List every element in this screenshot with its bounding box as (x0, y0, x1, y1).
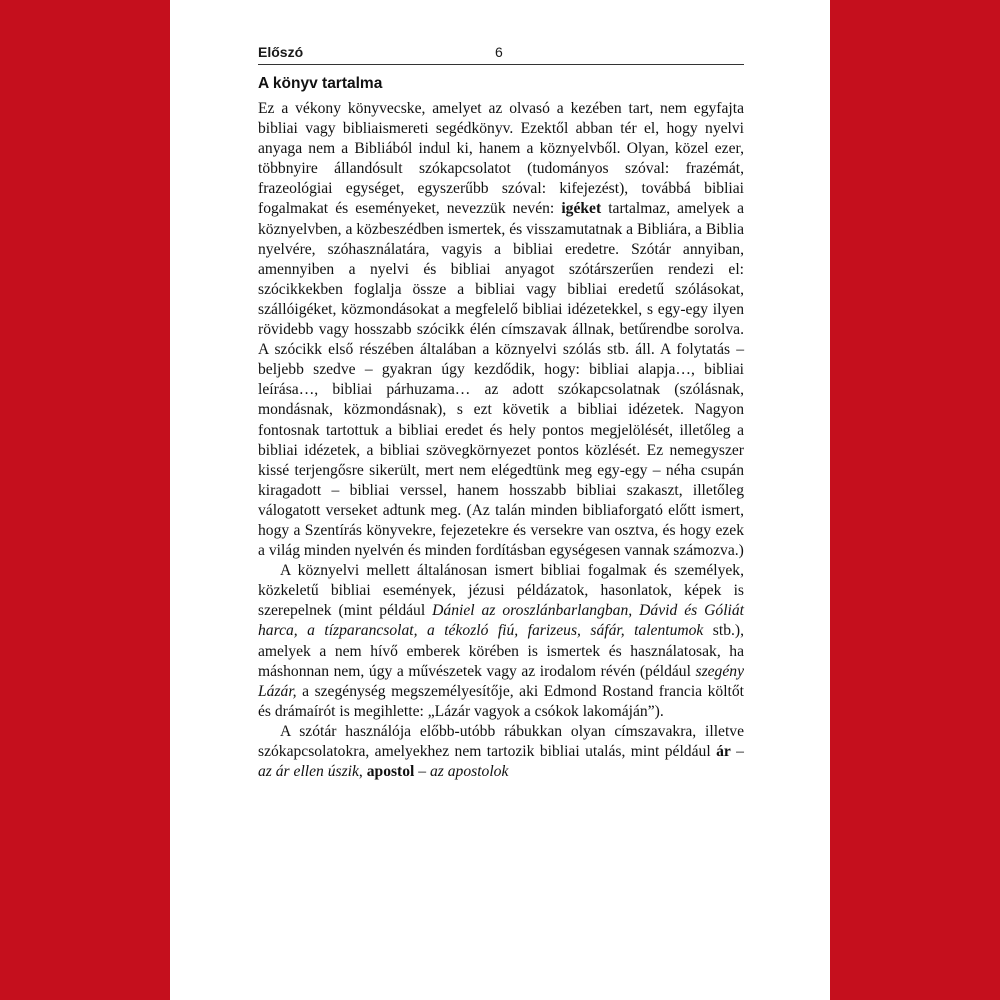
header-rule (258, 64, 744, 65)
page-number: 6 (495, 44, 503, 60)
paragraph-3 (258, 722, 744, 782)
text-run: – (414, 763, 430, 781)
book-page (170, 0, 830, 1000)
text-run: A köznyelvi mellett általánosan ismert bibliai fogalmak és személyek, közkeletű bibliai események, jézusi példázatok, hasonlatok, képek is szerepelnek (mint például (258, 562, 744, 620)
body-text (258, 99, 744, 782)
bold-headword: ár (716, 743, 731, 760)
text-run: tartalmaz, amelyek a köznyelvben, a közbeszédben ismertek, és visszamutatnak a Bibliára, a Biblia nyelvére, szóhasználatára, vagyis a bibliai eredetre. Szótár annyiban, amennyiben a nyelvi és bibliai anyagot szótárszerűen rendezi el: szócikkekben foglalja össze a bibliai vagy bibliai eredetű szólásokat, szállóigéket, közmondásokat a megfelelő bibliai idézetekkel, s egy-egy ilyen rövidebb vagy hosszabb szócikk élén címszavak állnak, betűrendbe sorolva. A szócikk első részében általában a köznyelvi szólás stb. áll. A folytatás – beljebb szedve – gyakran úgy kezdődik, hogy: bibliai alapja…, bibliai leírása…, bibliai párhuzama… az adott szókapcsolatnak (szólásnak, mondásnak, közmondásnak), s ezt követik a bibliai idézetek. Nagyon fontosnak tartottuk a bibliai eredet és hely pontos megjelölését, illetőleg a bibliai idézetek, a bibliai szövegkörnyezet pontos közlését. Ez nemegyszer kissé terjengősre sikerült, mert nem elégedtünk meg egy-egy – néha csupán kiragadott – bibliai verssel, hanem hosszabb bibliai szakaszt, illetőleg válogatott verseket adtunk meg. (Az talán minden bibliaforgató előtt ismert, hogy a Szentírás könyvekre, fejezetekre és versekre van osztva, és hogy ezek a világ minden nyelvén és minden fordításban egységesen vannak számozva.) (258, 200, 744, 560)
section-title: A könyv tartalma (258, 75, 383, 92)
italic-phrase: az apostolok (429, 763, 509, 781)
italic-example: szegény Lázár, (258, 662, 744, 700)
bold-headword: apostol (366, 763, 415, 781)
text-run: stb.), amelyek a nem hívő emberek körében is ismertek és használatosak, ha máshonnan nem, úgy a művészetek vagy az irodalom révén (például (258, 622, 744, 680)
bold-term: igéket (561, 200, 602, 218)
text-run: A szótár használója előbb-utóbb rábukkan olyan címszavakra, illetve szókapcsolatokra, amelyekhez nem tartozik bibliai utalás, mint például (258, 722, 744, 760)
italic-phrase: az ár ellen úszik (258, 763, 359, 781)
italic-examples: Dániel az oroszlánbarlangban, Dávid és Góliát harca, a tízparancsolat, a tékozló fiú, farizeus, sáfár, talentumok (258, 602, 744, 640)
paragraph-1 (258, 99, 744, 561)
header-title: Előszó (258, 44, 304, 60)
text-run: , (358, 763, 367, 781)
text-run: Ez a vékony könyvecske, amelyet az olvasó a kezében tart, nem egyfajta bibliai vagy bibliaismereti segédkönyv. Ezektől abban tér el, hogy nyelvi anyaga nem a Bibliából indul ki, hanem a köznyelvből. Olyan, közel ezer, többnyire állandósult szókapcsolatot (tudományos szóval: frazémát, frazeológiai egységet, egyszerűbb szóval: kifejezést), továbbá bibliai fogalmakat és eseményeket, nevezzük nevén: (258, 100, 744, 218)
text-run: – (730, 743, 744, 760)
paragraph-2 (258, 561, 744, 722)
running-header (258, 44, 744, 64)
text-run: a szegénység megszemélyesítője, aki Edmond Rostand francia költőt és drámaírót is megihlette: „Lázár vagyok a csókok lakomáján”). (258, 682, 744, 720)
